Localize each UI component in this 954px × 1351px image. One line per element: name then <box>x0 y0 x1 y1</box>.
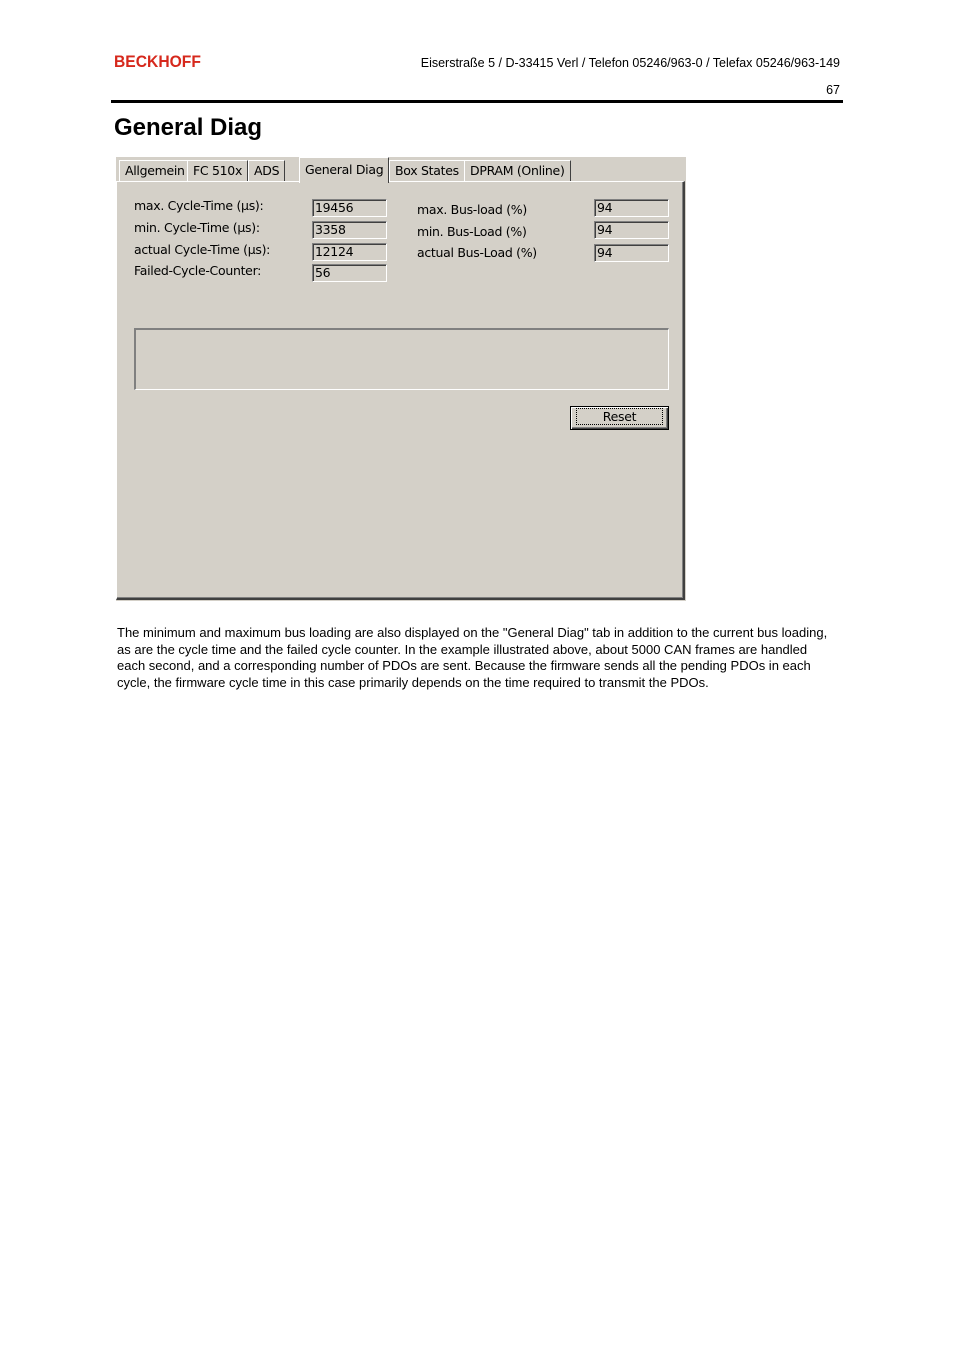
page-number: 67 <box>826 83 840 97</box>
failed-cycle-counter-field: 56 <box>312 264 387 282</box>
tab-allgemein[interactable]: Allgemein <box>119 160 191 181</box>
actual-cycle-time-field: 12124 <box>312 243 387 261</box>
actual-cycle-time-label: actual Cycle-Time (µs): <box>134 242 271 257</box>
body-paragraph: The minimum and maximum bus loading are also displayed on the "General Diag" tab in addition to the current bus loading, as are the cycle time and the failed cycle counter. In the example illustrated above, about 5000 CAN frames are handled each second, and a corresponding number of PDOs are sent. Because the firmware sends all the pending PDOs in each cycle, the firmware cycle time in this case primarily depends on the time required to transmit the PDOs. <box>117 625 828 690</box>
actual-bus-load-field: 94 <box>594 244 669 262</box>
reset-button[interactable] <box>570 406 669 430</box>
company-address: Eiserstraße 5 / D-33415 Verl / Telefon 05246/963-0 / Telefax 05246/963-149 <box>420 56 840 70</box>
max-bus-load-field: 94 <box>594 199 669 217</box>
beckhoff-logo: BECKHOFF <box>114 52 201 71</box>
tab-general-diag[interactable]: General Diag <box>299 157 389 183</box>
failed-cycle-counter-label: Failed-Cycle-Counter: <box>134 263 262 278</box>
min-bus-load-field: 94 <box>594 221 669 239</box>
min-bus-load-label: min. Bus-Load (%) <box>417 224 527 239</box>
reset-button-label: Reset <box>576 408 663 425</box>
min-cycle-time-field: 3358 <box>312 221 387 239</box>
tab-ads[interactable]: ADS <box>248 160 285 181</box>
max-bus-load-label: max. Bus-load (%) <box>417 202 527 217</box>
max-cycle-time-label: max. Cycle-Time (µs): <box>134 198 264 213</box>
page-title: General Diag <box>114 114 263 141</box>
tab-box-states[interactable]: Box States <box>389 160 465 181</box>
header-rule <box>111 100 843 103</box>
tab-dpram-online[interactable]: DPRAM (Online) <box>464 160 571 181</box>
tab-fc510x[interactable]: FC 510x <box>187 160 248 181</box>
general-diag-dialog <box>116 157 686 601</box>
tab-panel <box>116 181 685 600</box>
min-cycle-time-label: min. Cycle-Time (µs): <box>134 220 260 235</box>
message-box <box>134 328 669 390</box>
actual-bus-load-label: actual Bus-Load (%) <box>417 245 537 260</box>
max-cycle-time-field: 19456 <box>312 199 387 217</box>
